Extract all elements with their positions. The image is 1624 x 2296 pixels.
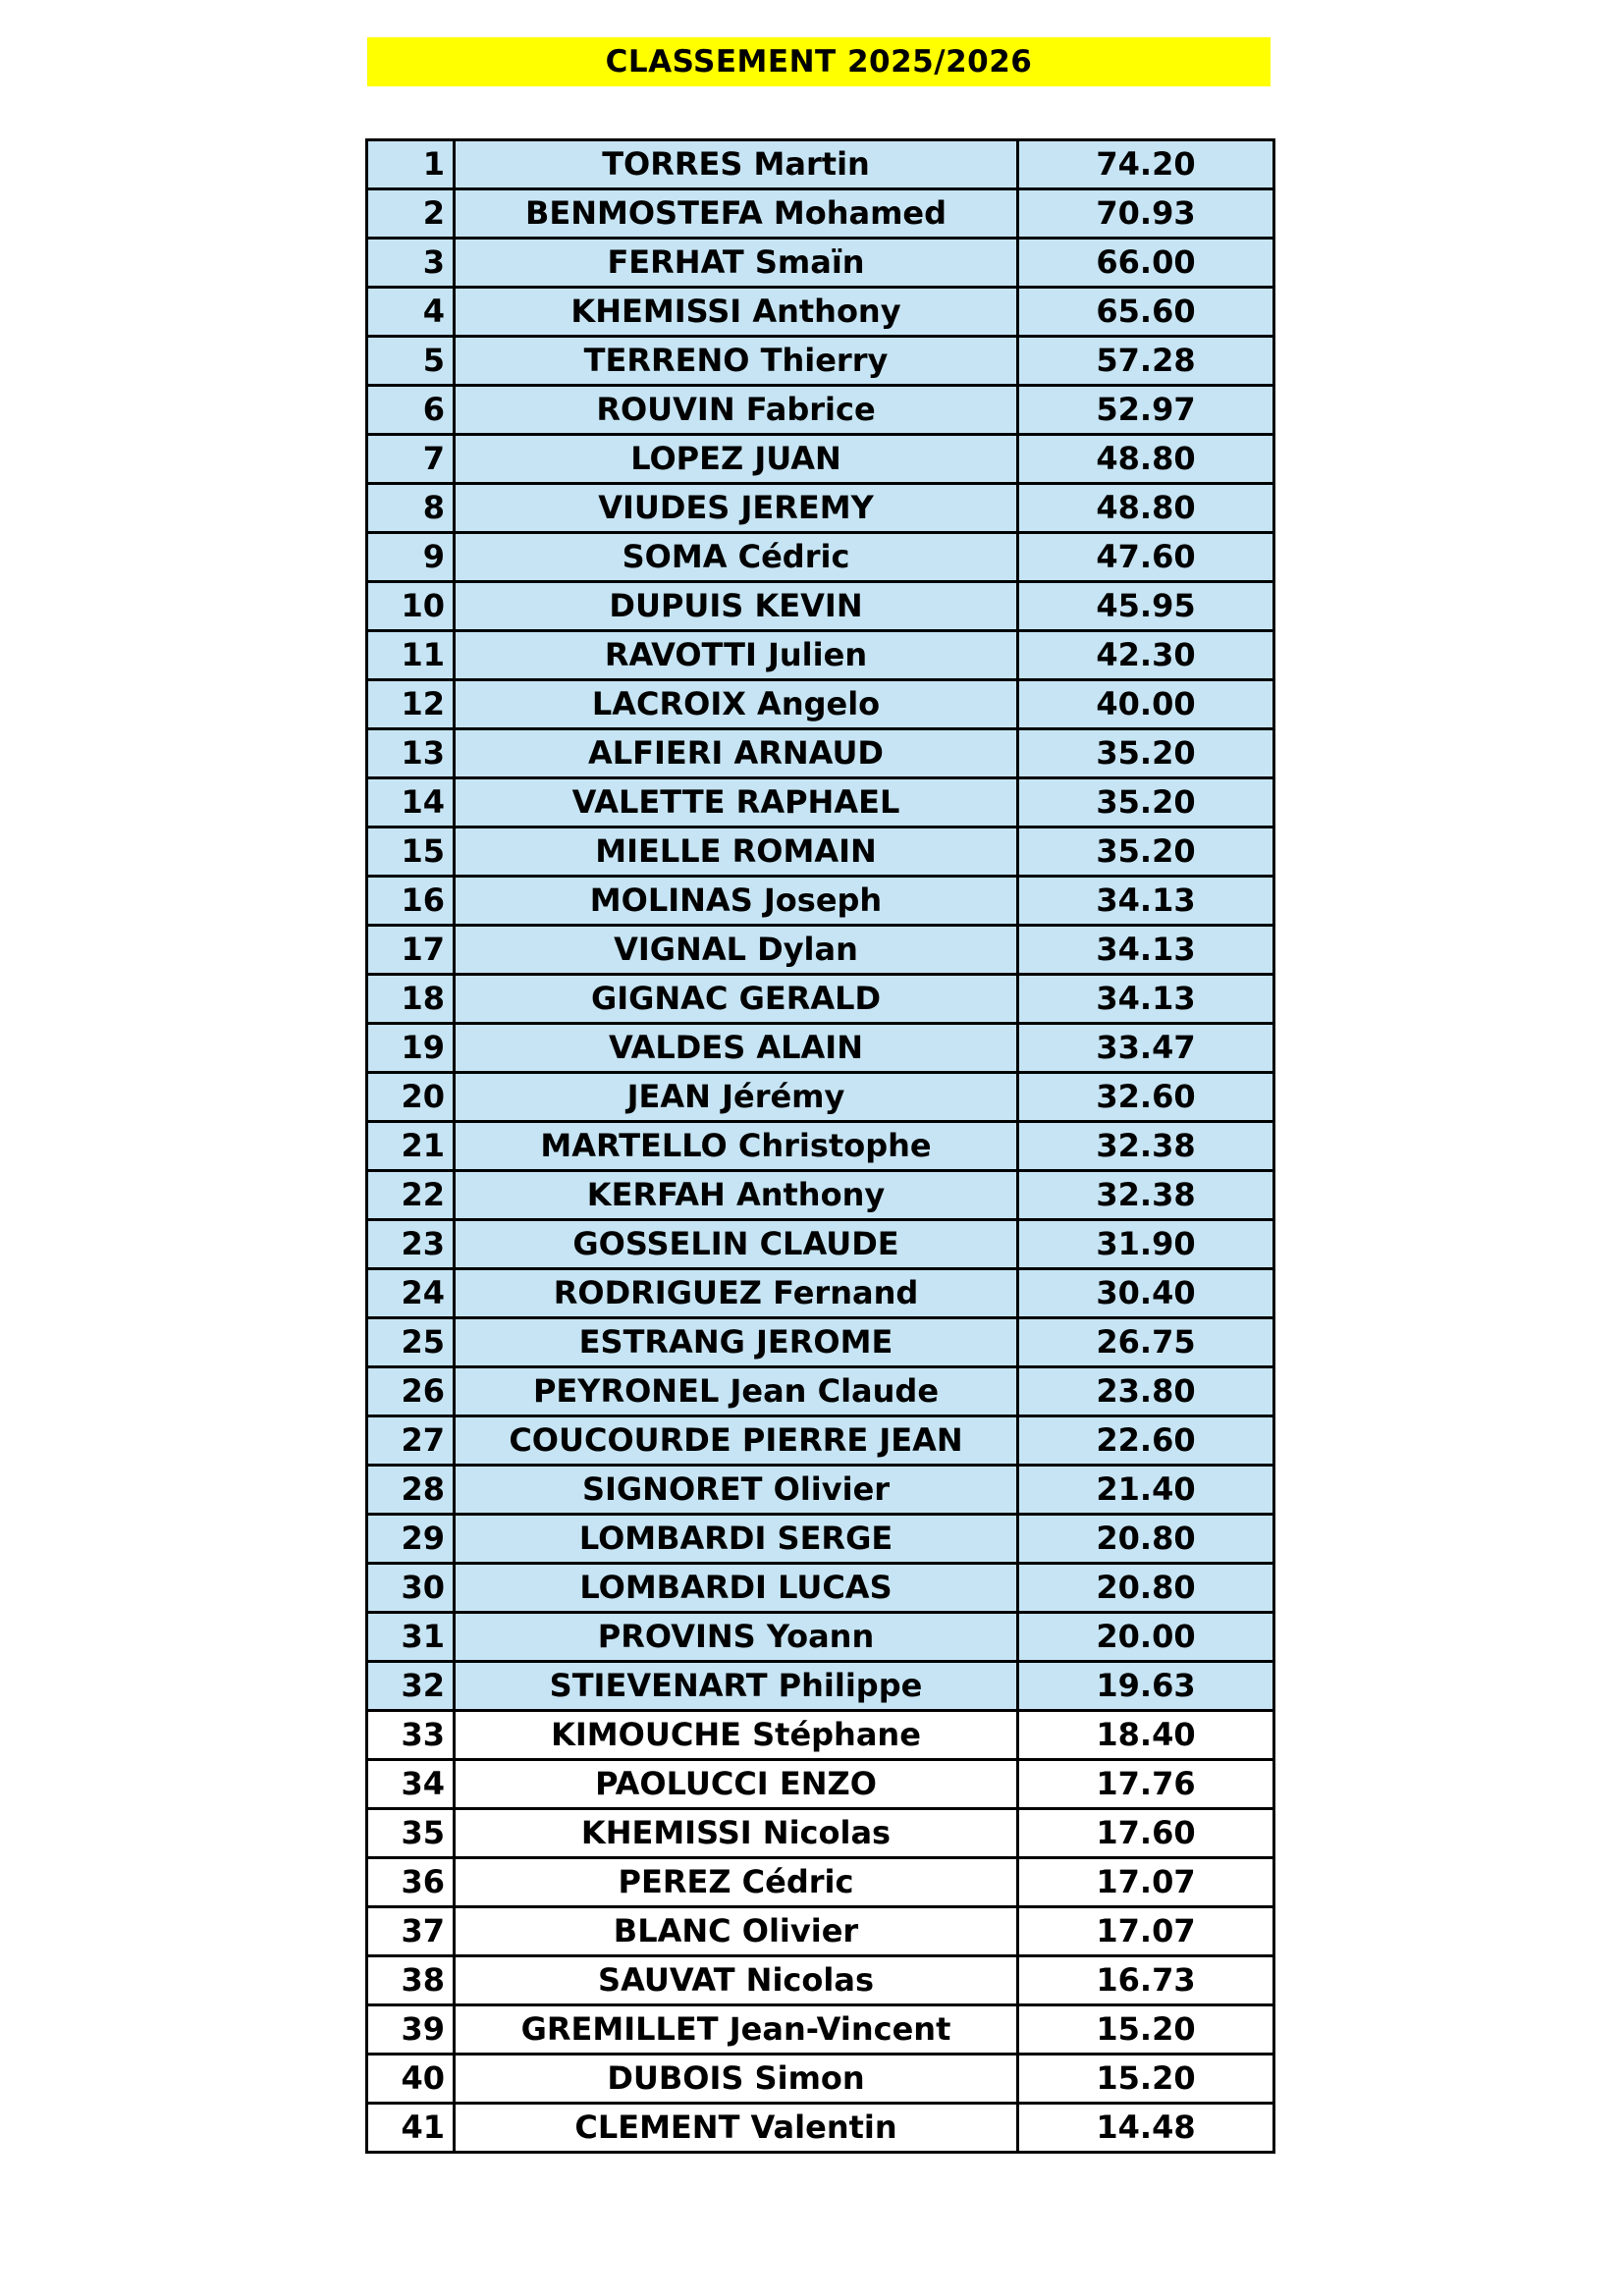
- rank-cell: 23: [367, 1220, 455, 1269]
- score-cell: 32.38: [1018, 1171, 1274, 1220]
- rank-cell: 14: [367, 778, 455, 828]
- score-cell: 34.13: [1018, 877, 1274, 926]
- score-cell: 32.38: [1018, 1122, 1274, 1171]
- rank-cell: 38: [367, 1956, 455, 2005]
- name-cell: LOMBARDI SERGE: [455, 1515, 1018, 1564]
- table-row: [367, 1711, 1274, 1760]
- table-row: [367, 2055, 1274, 2104]
- name-cell: KERFAH Anthony: [455, 1171, 1018, 1220]
- table-row: [367, 877, 1274, 926]
- rank-cell: 27: [367, 1416, 455, 1466]
- score-cell: 17.07: [1018, 1858, 1274, 1907]
- name-cell: MARTELLO Christophe: [455, 1122, 1018, 1171]
- score-cell: 74.20: [1018, 140, 1274, 189]
- name-cell: STIEVENART Philippe: [455, 1662, 1018, 1711]
- table-row: [367, 1171, 1274, 1220]
- rank-cell: 2: [367, 189, 455, 239]
- rank-cell: 11: [367, 631, 455, 680]
- rank-cell: 13: [367, 729, 455, 778]
- name-cell: GOSSELIN CLAUDE: [455, 1220, 1018, 1269]
- rank-cell: 26: [367, 1367, 455, 1416]
- name-cell: JEAN Jérémy: [455, 1073, 1018, 1122]
- name-cell: CLEMENT Valentin: [455, 2104, 1018, 2153]
- score-cell: 26.75: [1018, 1318, 1274, 1367]
- score-cell: 31.90: [1018, 1220, 1274, 1269]
- table-row: [367, 926, 1274, 975]
- rank-cell: 9: [367, 533, 455, 582]
- score-cell: 32.60: [1018, 1073, 1274, 1122]
- score-cell: 30.40: [1018, 1269, 1274, 1318]
- score-cell: 48.80: [1018, 484, 1274, 533]
- rank-cell: 32: [367, 1662, 455, 1711]
- rank-cell: 5: [367, 337, 455, 386]
- rank-cell: 1: [367, 140, 455, 189]
- name-cell: SAUVAT Nicolas: [455, 1956, 1018, 2005]
- score-cell: 21.40: [1018, 1466, 1274, 1515]
- rank-cell: 20: [367, 1073, 455, 1122]
- rank-cell: 18: [367, 975, 455, 1024]
- name-cell: RODRIGUEZ Fernand: [455, 1269, 1018, 1318]
- name-cell: PEYRONEL Jean Claude: [455, 1367, 1018, 1416]
- score-cell: 17.60: [1018, 1809, 1274, 1858]
- name-cell: DUBOIS Simon: [455, 2055, 1018, 2104]
- rank-cell: 12: [367, 680, 455, 729]
- table-row: [367, 1809, 1274, 1858]
- score-cell: 33.47: [1018, 1024, 1274, 1073]
- score-cell: 48.80: [1018, 435, 1274, 484]
- name-cell: RAVOTTI Julien: [455, 631, 1018, 680]
- rank-cell: 25: [367, 1318, 455, 1367]
- name-cell: VIGNAL Dylan: [455, 926, 1018, 975]
- score-cell: 19.63: [1018, 1662, 1274, 1711]
- name-cell: KHEMISSI Nicolas: [455, 1809, 1018, 1858]
- score-cell: 34.13: [1018, 926, 1274, 975]
- table-row: [367, 1515, 1274, 1564]
- score-cell: 20.00: [1018, 1613, 1274, 1662]
- score-cell: 20.80: [1018, 1515, 1274, 1564]
- score-cell: 20.80: [1018, 1564, 1274, 1613]
- score-cell: 23.80: [1018, 1367, 1274, 1416]
- score-cell: 57.28: [1018, 337, 1274, 386]
- name-cell: LOMBARDI LUCAS: [455, 1564, 1018, 1613]
- table-row: [367, 1367, 1274, 1416]
- score-cell: 65.60: [1018, 288, 1274, 337]
- table-row: [367, 1613, 1274, 1662]
- name-cell: BLANC Olivier: [455, 1907, 1018, 1956]
- name-cell: LACROIX Angelo: [455, 680, 1018, 729]
- score-cell: 17.76: [1018, 1760, 1274, 1809]
- table-row: [367, 631, 1274, 680]
- table-row: [367, 1073, 1274, 1122]
- table-row: [367, 2005, 1274, 2055]
- table-row: [367, 1858, 1274, 1907]
- table-row: [367, 189, 1274, 239]
- rank-cell: 35: [367, 1809, 455, 1858]
- name-cell: GREMILLET Jean-Vincent: [455, 2005, 1018, 2055]
- name-cell: DUPUIS KEVIN: [455, 582, 1018, 631]
- name-cell: PROVINS Yoann: [455, 1613, 1018, 1662]
- table-row: [367, 2104, 1274, 2153]
- table-row: [367, 582, 1274, 631]
- rank-cell: 34: [367, 1760, 455, 1809]
- rank-cell: 24: [367, 1269, 455, 1318]
- name-cell: SIGNORET Olivier: [455, 1466, 1018, 1515]
- score-cell: 45.95: [1018, 582, 1274, 631]
- rank-cell: 8: [367, 484, 455, 533]
- name-cell: TORRES Martin: [455, 140, 1018, 189]
- rank-cell: 33: [367, 1711, 455, 1760]
- table-row: [367, 533, 1274, 582]
- rank-cell: 16: [367, 877, 455, 926]
- table-row: [367, 337, 1274, 386]
- score-cell: 34.13: [1018, 975, 1274, 1024]
- rank-cell: 21: [367, 1122, 455, 1171]
- name-cell: PEREZ Cédric: [455, 1858, 1018, 1907]
- rank-cell: 15: [367, 828, 455, 877]
- table-row: [367, 1220, 1274, 1269]
- table-row: [367, 1466, 1274, 1515]
- table-row: [367, 288, 1274, 337]
- score-cell: 42.30: [1018, 631, 1274, 680]
- table-row: [367, 1564, 1274, 1613]
- name-cell: KIMOUCHE Stéphane: [455, 1711, 1018, 1760]
- table-row: [367, 239, 1274, 288]
- name-cell: TERRENO Thierry: [455, 337, 1018, 386]
- name-cell: VALDES ALAIN: [455, 1024, 1018, 1073]
- score-cell: 14.48: [1018, 2104, 1274, 2153]
- table-row: [367, 435, 1274, 484]
- table-row: [367, 975, 1274, 1024]
- rank-cell: 7: [367, 435, 455, 484]
- page-title: CLASSEMENT 2025/2026: [367, 37, 1271, 86]
- rank-cell: 19: [367, 1024, 455, 1073]
- name-cell: PAOLUCCI ENZO: [455, 1760, 1018, 1809]
- rank-cell: 41: [367, 2104, 455, 2153]
- name-cell: ROUVIN Fabrice: [455, 386, 1018, 435]
- score-cell: 18.40: [1018, 1711, 1274, 1760]
- table-row: [367, 1416, 1274, 1466]
- name-cell: BENMOSTEFA Mohamed: [455, 189, 1018, 239]
- rank-cell: 31: [367, 1613, 455, 1662]
- score-cell: 40.00: [1018, 680, 1274, 729]
- table-row: [367, 1122, 1274, 1171]
- name-cell: MOLINAS Joseph: [455, 877, 1018, 926]
- name-cell: FERHAT Smaïn: [455, 239, 1018, 288]
- score-cell: 35.20: [1018, 828, 1274, 877]
- rank-cell: 10: [367, 582, 455, 631]
- ranking-table: [365, 138, 1275, 2154]
- score-cell: 52.97: [1018, 386, 1274, 435]
- table-row: [367, 386, 1274, 435]
- table-row: [367, 140, 1274, 189]
- rank-cell: 36: [367, 1858, 455, 1907]
- name-cell: VALETTE RAPHAEL: [455, 778, 1018, 828]
- table-row: [367, 828, 1274, 877]
- score-cell: 47.60: [1018, 533, 1274, 582]
- score-cell: 35.20: [1018, 729, 1274, 778]
- rank-cell: 22: [367, 1171, 455, 1220]
- name-cell: GIGNAC GERALD: [455, 975, 1018, 1024]
- table-row: [367, 1956, 1274, 2005]
- name-cell: VIUDES JEREMY: [455, 484, 1018, 533]
- score-cell: 70.93: [1018, 189, 1274, 239]
- table-row: [367, 1318, 1274, 1367]
- rank-cell: 37: [367, 1907, 455, 1956]
- table-row: [367, 680, 1274, 729]
- rank-cell: 30: [367, 1564, 455, 1613]
- rank-cell: 6: [367, 386, 455, 435]
- name-cell: ALFIERI ARNAUD: [455, 729, 1018, 778]
- name-cell: LOPEZ JUAN: [455, 435, 1018, 484]
- table-row: [367, 778, 1274, 828]
- score-cell: 66.00: [1018, 239, 1274, 288]
- rank-cell: 29: [367, 1515, 455, 1564]
- score-cell: 35.20: [1018, 778, 1274, 828]
- rank-cell: 28: [367, 1466, 455, 1515]
- table-row: [367, 1760, 1274, 1809]
- rank-cell: 40: [367, 2055, 455, 2104]
- name-cell: ESTRANG JEROME: [455, 1318, 1018, 1367]
- rank-cell: 17: [367, 926, 455, 975]
- score-cell: 22.60: [1018, 1416, 1274, 1466]
- name-cell: SOMA Cédric: [455, 533, 1018, 582]
- table-row: [367, 729, 1274, 778]
- rank-cell: 4: [367, 288, 455, 337]
- rank-cell: 39: [367, 2005, 455, 2055]
- name-cell: COUCOURDE PIERRE JEAN: [455, 1416, 1018, 1466]
- ranking-table-body: [367, 140, 1274, 2153]
- rank-cell: 3: [367, 239, 455, 288]
- table-row: [367, 484, 1274, 533]
- score-cell: 15.20: [1018, 2055, 1274, 2104]
- name-cell: MIELLE ROMAIN: [455, 828, 1018, 877]
- table-row: [367, 1024, 1274, 1073]
- table-row: [367, 1907, 1274, 1956]
- table-row: [367, 1662, 1274, 1711]
- score-cell: 15.20: [1018, 2005, 1274, 2055]
- score-cell: 17.07: [1018, 1907, 1274, 1956]
- score-cell: 16.73: [1018, 1956, 1274, 2005]
- name-cell: KHEMISSI Anthony: [455, 288, 1018, 337]
- table-row: [367, 1269, 1274, 1318]
